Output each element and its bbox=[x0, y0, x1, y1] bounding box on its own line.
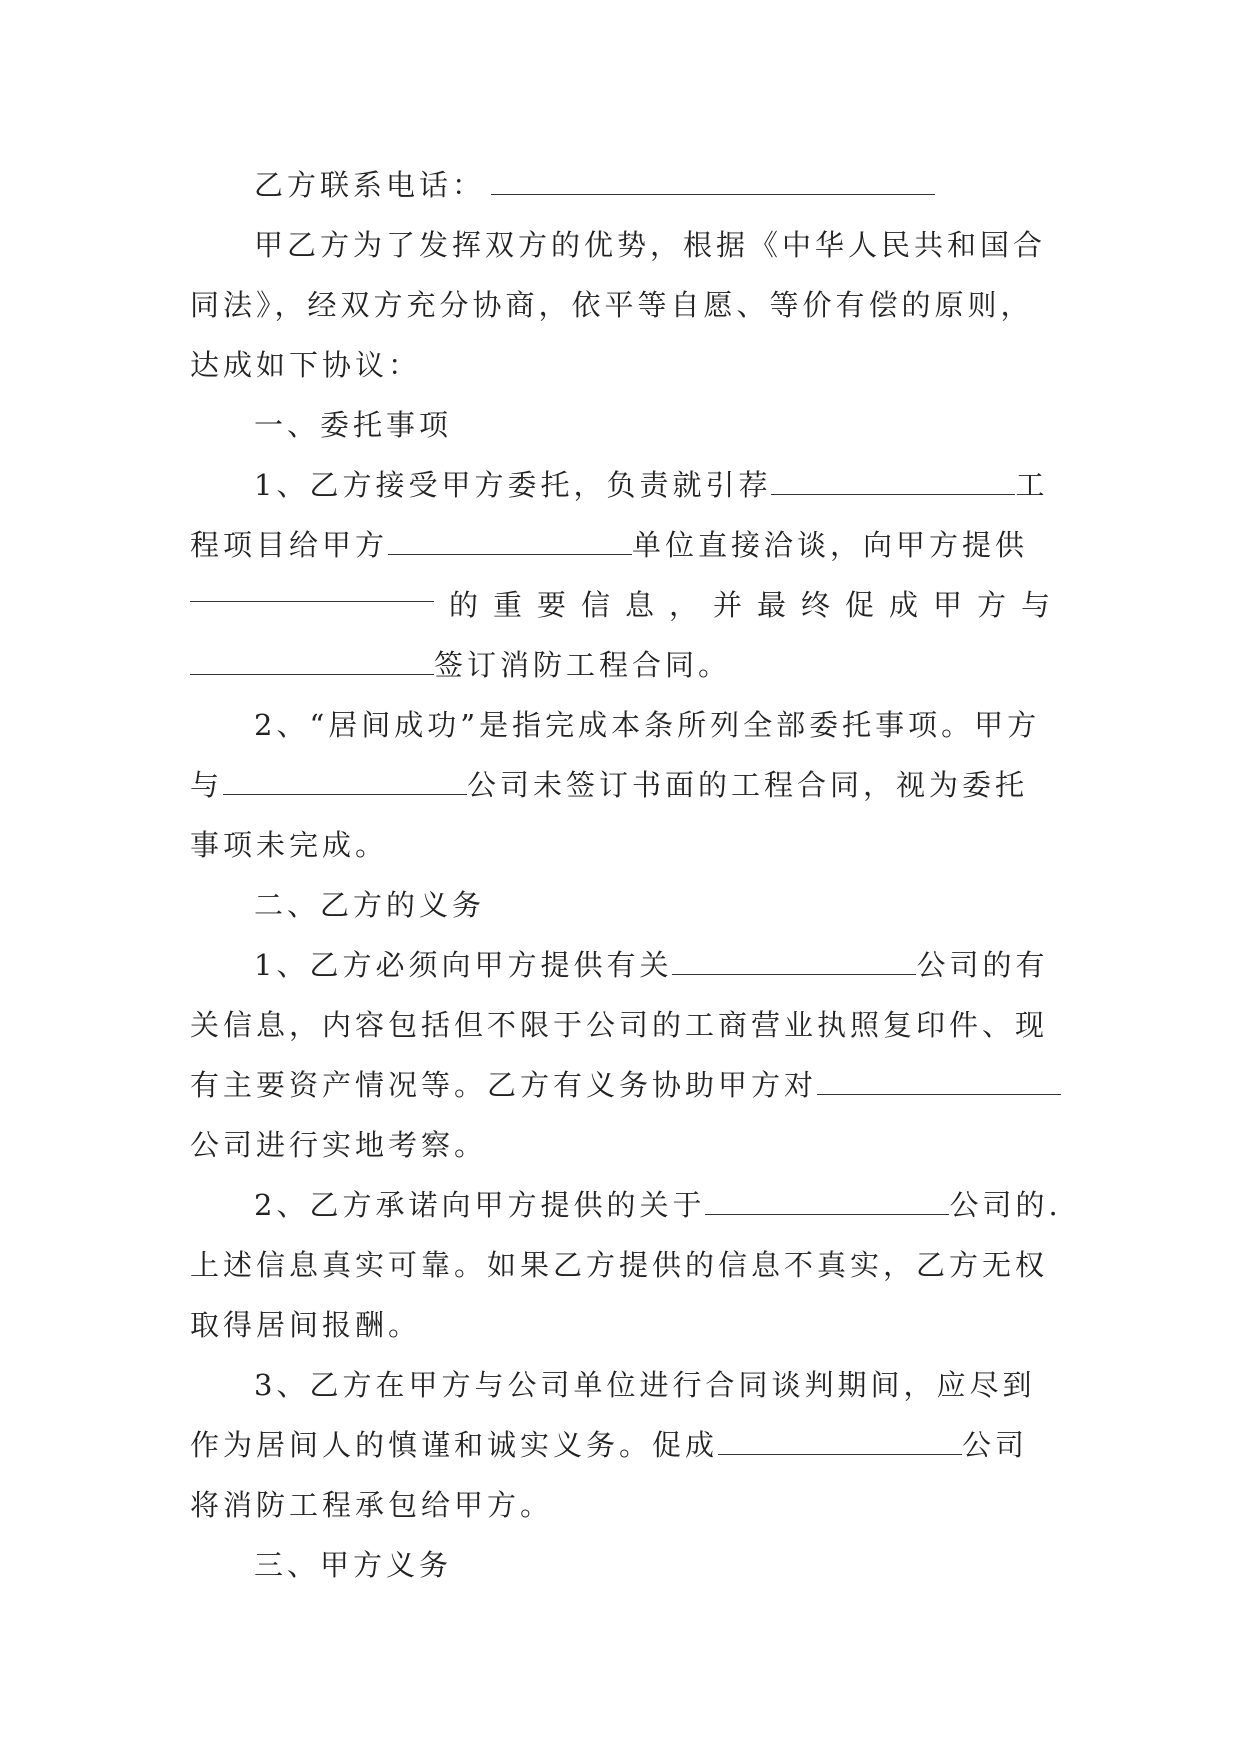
s2-item2-line-2: 上述信息真实可靠。如果乙方提供的信息不真实，乙方无权 bbox=[190, 1248, 1049, 1282]
s2-item3-line-1: 3、乙方在甲方与公司单位进行合同谈判期间，应尽到 bbox=[254, 1368, 1036, 1402]
s1-item2-line-2: 与 公司未签订书面的工程合同，视为委托 bbox=[190, 768, 1029, 802]
intro-line-1: 甲乙方为了发挥双方的优势，根据《中华人民共和国合 bbox=[254, 228, 1047, 262]
blank-field bbox=[705, 1188, 949, 1215]
intro-line-2: 同法》，经双方充分协商，依平等自愿、等价有偿的原则， bbox=[190, 288, 1034, 322]
section3-title: 三、甲方义务 bbox=[254, 1548, 453, 1582]
s2-item1-line-2: 关信息，内容包括但不限于公司的工商营业执照复印件、现 bbox=[190, 1008, 1049, 1042]
s2-item2-line-1: 2、乙方承诺向甲方提供的关于 公司的. bbox=[254, 1188, 1062, 1222]
blank-field bbox=[771, 468, 1015, 495]
s1-item1-line-4: 签订消防工程合同。 bbox=[190, 635, 1050, 695]
s1-item1-line-3: 的 重 要 信 息 ， 并 最 终 促 成 甲 方 与 bbox=[190, 575, 1050, 635]
section2-title: 二、乙方的义务 bbox=[254, 888, 486, 922]
blank-field bbox=[388, 528, 632, 555]
s2-item3-line-3: 将消防工程承包给甲方。 bbox=[190, 1488, 554, 1522]
blank-field bbox=[190, 575, 434, 602]
s1-item1-line-1: 1、乙方接受甲方委托，负责就引荐 工 bbox=[254, 468, 1049, 502]
blank-field bbox=[223, 768, 467, 795]
s2-item1-line-1: 1、乙方必须向甲方提供有关 公司的有 bbox=[254, 948, 1049, 982]
phone-blank bbox=[491, 168, 935, 195]
intro-line-3: 达成如下协议： bbox=[190, 348, 422, 382]
section1-title: 一、委托事项 bbox=[254, 408, 453, 442]
s2-item1-line-3: 有主要资产情况等。乙方有义务协助甲方对 bbox=[190, 1055, 1050, 1115]
phone-line bbox=[190, 155, 1050, 215]
s1-item2-line-3: 事项未完成。 bbox=[190, 828, 389, 862]
blank-field bbox=[672, 948, 916, 975]
s1-item2-line-1: 2、“居间成功”是指完成本条所列全部委托事项。甲方 bbox=[254, 708, 1041, 742]
phone-label: 乙方联系电话： bbox=[254, 168, 486, 202]
blank-field bbox=[190, 648, 434, 675]
contract-page bbox=[190, 155, 1062, 1595]
s2-item2-line-3: 取得居间报酬。 bbox=[190, 1308, 422, 1342]
s2-item3-line-2: 作为居间人的慎谨和诚实义务。促成 公司 bbox=[190, 1428, 1029, 1462]
s1-item1-line-2: 程项目给甲方 单位直接洽谈，向甲方提供 bbox=[190, 528, 1029, 562]
blank-field bbox=[718, 1428, 962, 1455]
blank-field bbox=[817, 1068, 1061, 1095]
s2-item1-line-4: 公司进行实地考察。 bbox=[190, 1128, 488, 1162]
